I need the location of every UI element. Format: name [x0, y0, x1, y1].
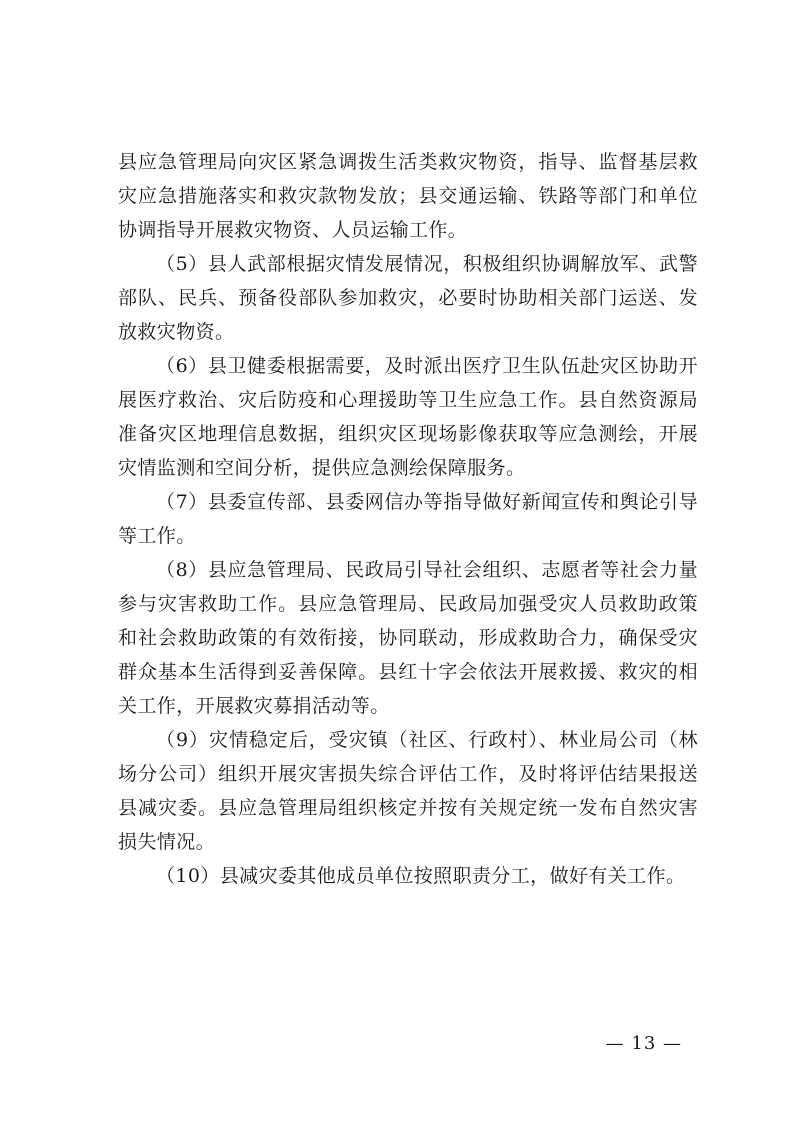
body-text: [118, 145, 698, 893]
paragraph-item-8: （8）县应急管理局、民政局引导社会组织、志愿者等社会力量参与灾害救助工作。县应急管理局、民政局加强受灾人员救助政策和社会救助政策的有效衔接，协同联动，形成救助合力，确保受灾群众基本生活得到妥善保障。县红十字会依法开展救援、救灾的相关工作，开展救灾募捐活动等。: [118, 559, 698, 717]
paragraph-item-6: （6）县卫健委根据需要，及时派出医疗卫生队伍赴灾区协助开展医疗救治、灾后防疫和心理援助等卫生应急工作。县自然资源局准备灾区地理信息数据，组织灾区现场影像获取等应急测绘，开展灾情监测和空间分析，提供应急测绘保障服务。: [118, 355, 698, 479]
paragraph-continuation: 县应急管理局向灾区紧急调拨生活类救灾物资，指导、监督基层救灾应急措施落实和救灾款物发放；县交通运输、铁路等部门和单位协调指导开展救灾物资、人员运输工作。: [118, 151, 698, 241]
paragraph-item-7: （7）县委宣传部、县委网信办等指导做好新闻宣传和舆论引导等工作。: [118, 491, 698, 547]
paragraph-item-10: （10）县减灾委其他成员单位按照职责分工，做好有关工作。: [156, 865, 686, 887]
page-number: — 13 —: [605, 1033, 682, 1054]
paragraph-item-5: （5）县人武部根据灾情发展情况，积极组织协调解放军、武警部队、民兵、预备役部队参加救灾，必要时协助相关部门运送、发放救灾物资。: [118, 253, 698, 343]
paragraph-item-9: （9）灾情稳定后，受灾镇（社区、行政村）、林业局公司（林场分公司）组织开展灾害损失综合评估工作，及时将评估结果报送县减灾委。县应急管理局组织核定并按有关规定统一发布自然灾害损失情况。: [118, 729, 698, 853]
